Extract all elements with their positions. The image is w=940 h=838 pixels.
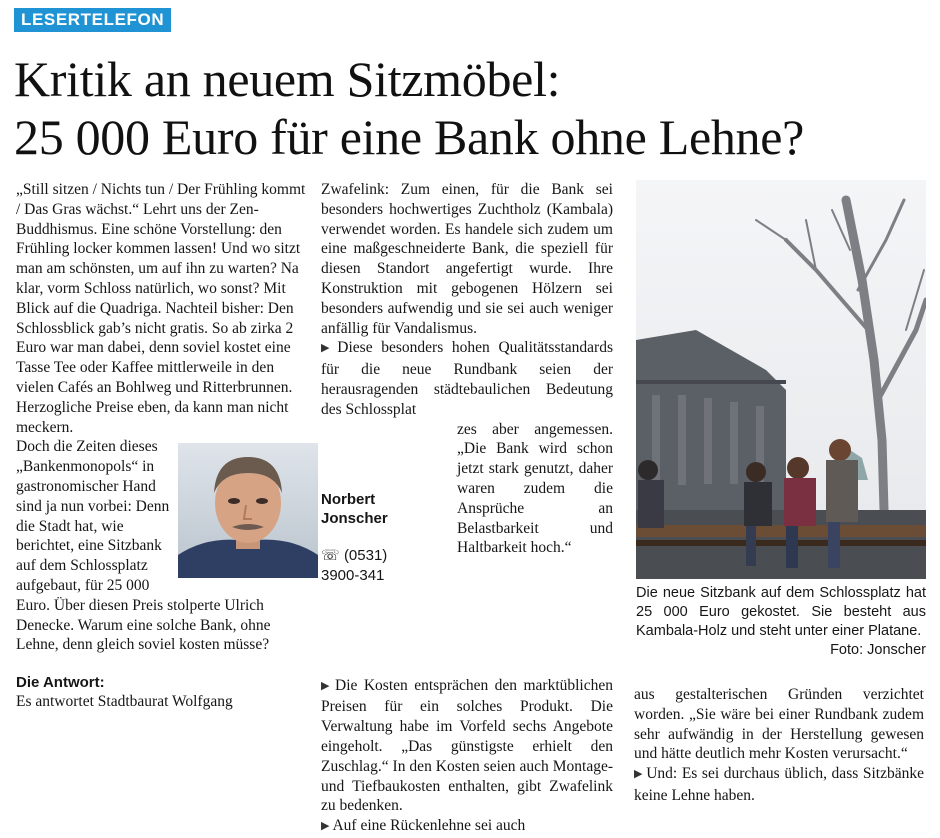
phone-area-code: (0531) — [343, 546, 388, 564]
col2-paragraph-1: Zwafelink: Zum einen, für die Bank sei besonders hochwertiges Zuchtholz (Kambala) verwendet worden. Es handele sich zudem um eine maßgeschneiderte Bank, die speziell für diesen Standort angefertigt wurde. Ihre Konstruktion mit gebogenen Hölzern sei besonders aufwendig und sie sei auch weniger anfällig für Vandalismus. — [321, 181, 613, 337]
col2-paragraph-4-wrap — [321, 816, 613, 838]
answer-subhead: Die Antwort: — [16, 674, 105, 692]
second-paragraph: Doch die Zeiten dieses „Bankenmonopols“ in gastronomischer Hand sind ja nun vorbei: Denn die Stadt hat, wie berichtet, eine Sitzbank auf dem Schlossplatz aufgebaut, für 25 000 Euro. Über diesen Preis stolperte Ulrich Denecke. Warum eine solche Bank, ohne Lehne, denn gleich soviel kosten müsse? — [16, 438, 271, 654]
portrait-image — [178, 443, 318, 578]
caption-text: Die neue Sitzbank auf dem Schlossplatz hat 25 000 Euro gekostet. Sie besteht aus Kambala-Holz und steht unter einer Platane. — [636, 585, 926, 639]
col2-paragraph-2-wrap — [321, 338, 613, 419]
section-tag: LESERTELEFON — [14, 8, 171, 32]
telephone-icon: ☏ — [321, 546, 340, 564]
col2-paragraph-2-lead: Diese besonders hohen Qualitätsstandards für die neue Rundbank seien der herausragenden städtebaulichen Bedeutung des Schlossplat — [321, 339, 613, 418]
article-column-1 — [16, 180, 310, 712]
headline — [14, 50, 934, 166]
author-first-name: Norbert — [321, 490, 376, 508]
author-last-name: Jonscher — [321, 509, 388, 527]
col3-paragraph-2: Und: Es sei durchaus üblich, dass Sitzbänke keine Lehne haben. — [634, 765, 924, 804]
col2-paragraph-2-rest: zes aber angemessen. „Die Bank wird schon jetzt stark genutzt, daher waren zudem die Ansprüche an Belastbarkeit und Haltbarkeit hoch.“ — [457, 420, 613, 557]
triangle-bullet-icon: ▶ — [321, 820, 330, 833]
photo-credit: Foto: Jonscher — [830, 642, 926, 658]
col3-paragraph-2-wrap — [634, 764, 924, 806]
intro-paragraph: „Still sitzen / Nichts tun / Der Frühling kommt / Das Gras wächst.“ Lehrt uns der Zen-Buddhismus. Eine schöne Vorstellung: den Frühling locker kommen lassen! Und wo sitzt man am schönsten, um auf ihn zu warten? Na klar, vorm Schloss natürlich, wo sonst? Mit Blick auf die Quadriga. Nachteil bisher: Den Schlossblick gab’s nicht gratis. So ab zirka 2 Euro war man dabei, denn soviel kostet eine Tasse Tee oder Kaffee mittlerweile in den vielen Cafés an Bohlweg und Ritterbrunnen. Herzogliche Preise eben, da kann man nicht meckern. — [16, 181, 306, 436]
headline-line-1: Kritik an neuem Sitzmöbel: — [14, 51, 561, 107]
author-name — [321, 490, 443, 528]
answer-lead: Es antwortet Stadtbaurat Wolfgang — [16, 693, 233, 711]
phone-number: 3900-341 — [321, 566, 385, 584]
author-phone — [321, 546, 443, 586]
col3-paragraph-1: aus gestalterischen Gründen verzichtet worden. „Sie wäre bei einer Rundbank zudem sehr aufwändig in der Herstellung gewesen und hätte deutlich mehr Kosten verursacht.“ — [634, 686, 924, 763]
article-column-3 — [634, 685, 924, 806]
photo-caption — [636, 584, 926, 660]
col2-paragraph-3-wrap — [321, 676, 613, 817]
triangle-bullet-icon: ▶ — [321, 342, 335, 355]
col2-paragraph-3: Die Kosten entsprächen den marktüblichen Preisen für ein solches Produkt. Die Verwaltung habe im Vorfeld sechs Angebote eingeholt. „Das günstigste erhielt den Zuschlag.“ In den Kosten seien auch Montage- und Tiefbaukosten enthalten, gibt Zwafelink zu bedenken. — [321, 676, 613, 815]
triangle-bullet-icon: ▶ — [634, 768, 644, 781]
bench-photo — [636, 180, 926, 579]
triangle-bullet-icon: ▶ — [321, 679, 333, 692]
article-column-2 — [321, 180, 613, 838]
col2-paragraph-4: Auf eine Rückenlehne sei auch — [332, 817, 526, 835]
author-box — [321, 420, 443, 676]
headline-line-2: 25 000 Euro für eine Bank ohne Lehne? — [14, 109, 805, 165]
author-portrait — [178, 443, 318, 578]
